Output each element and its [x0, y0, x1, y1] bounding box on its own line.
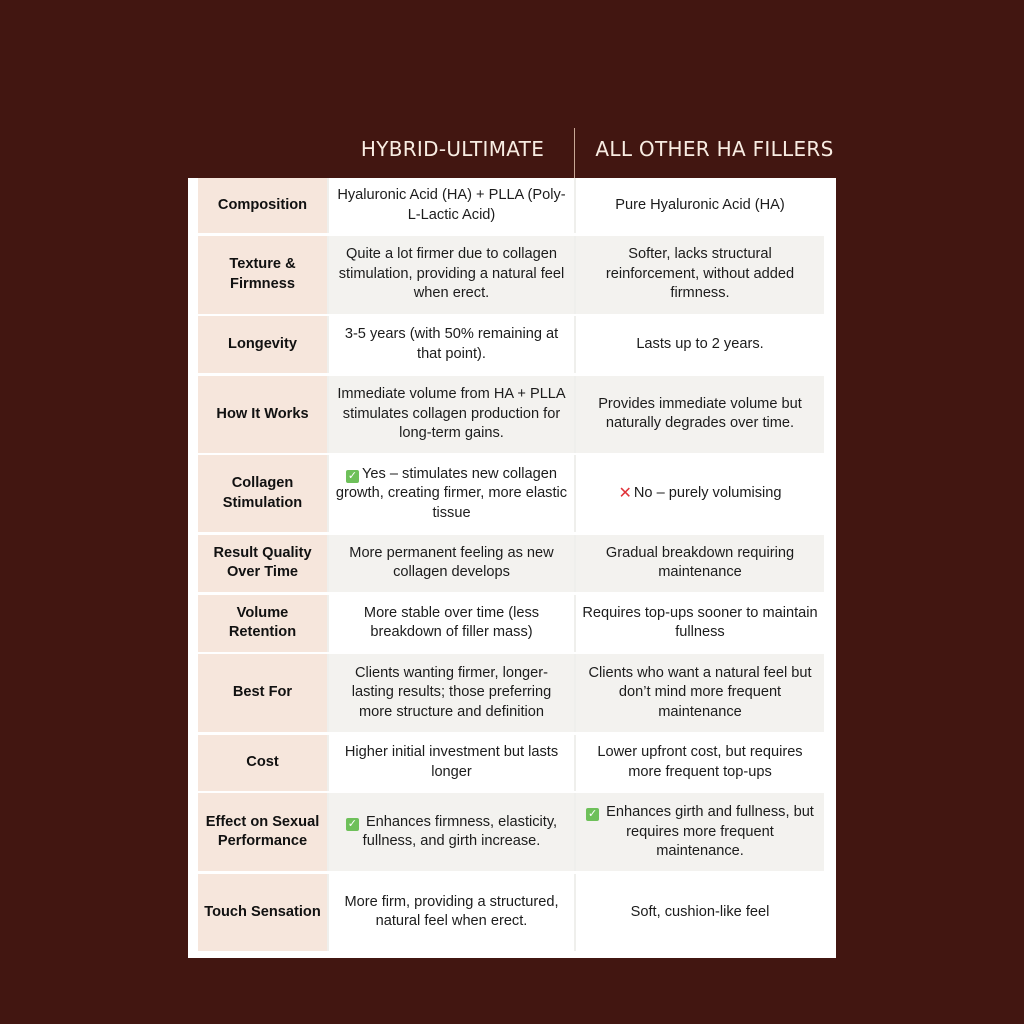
comparison-table	[198, 178, 824, 954]
table-row-touch-sensation	[198, 874, 824, 951]
hybrid-cell	[329, 735, 574, 791]
column-header-hybrid-ultimate: HYBRID-ULTIMATE	[360, 137, 545, 161]
other-text: Provides immediate volume but naturally degrades over time.	[598, 395, 802, 432]
row-label: Cost	[198, 735, 327, 791]
other-cell	[576, 874, 824, 951]
hybrid-text: More permanent feeling as new collagen develops	[349, 544, 554, 581]
table-row-collagen-stimulation	[198, 455, 824, 532]
other-content	[618, 484, 781, 504]
table-row-cost	[198, 735, 824, 791]
hybrid-text: Quite a lot firmer due to collagen stimulation, providing a natural feel when erect.	[338, 246, 565, 302]
hybrid-text: Clients wanting firmer, longer-lasting results; those preferring more structure and definition	[351, 664, 552, 720]
column-header-other-ha-fillers: ALL OTHER HA FILLERS	[595, 137, 834, 161]
hybrid-text: 3-5 years (with 50% remaining at that point).	[344, 326, 559, 362]
hybrid-cell	[329, 178, 574, 233]
table-row-result-quality	[198, 535, 824, 592]
other-text: Pure Hyaluronic Acid (HA)	[615, 196, 785, 213]
other-cell	[576, 595, 824, 652]
header-divider	[574, 128, 575, 180]
table-row-longevity	[198, 316, 824, 373]
row-label: Texture & Firmness	[198, 236, 327, 314]
other-text: Lasts up to 2 years.	[636, 335, 764, 352]
other-cell	[576, 376, 824, 453]
hybrid-text: Yes – stimulates new collagen growth, creating firmer, more elastic tissue	[335, 465, 568, 521]
row-label: Volume Retention	[198, 595, 327, 652]
row-label: Result Quality Over Time	[198, 535, 327, 592]
other-cell	[576, 735, 824, 791]
other-cell	[576, 654, 824, 732]
other-content	[582, 803, 818, 862]
row-label: Composition	[198, 178, 327, 233]
row-label: Touch Sensation	[198, 874, 327, 951]
hybrid-cell	[329, 595, 574, 652]
row-label: Effect on Sexual Performance	[198, 793, 327, 871]
table-row-texture-firmness	[198, 236, 824, 314]
row-label: Best For	[198, 654, 327, 732]
hybrid-cell	[329, 535, 574, 592]
other-text: Soft, cushion-like feel	[630, 903, 770, 920]
hybrid-cell	[329, 654, 574, 732]
hybrid-content	[335, 813, 568, 852]
hybrid-text: Immediate volume from HA + PLLA stimulates collagen production for long-term gains.	[337, 386, 566, 442]
check-icon: ✓	[347, 817, 357, 830]
check-icon: ✓	[347, 469, 358, 482]
other-text: Requires top-ups sooner to maintain fullness	[582, 604, 818, 641]
hybrid-text: Enhances firmness, elasticity, fullness, and girth increase.	[362, 813, 558, 850]
table-row-best-for	[198, 654, 824, 732]
check-icon: ✓	[588, 808, 598, 821]
table-row-composition	[198, 178, 824, 233]
other-cell	[576, 178, 824, 233]
other-cell	[576, 316, 824, 373]
other-text: Clients who want a natural feel but don’t mind more frequent maintenance	[588, 664, 812, 720]
hybrid-cell	[329, 376, 574, 453]
comparison-card	[188, 178, 836, 958]
other-text: No – purely volumising	[633, 485, 782, 502]
table-row-volume-retention	[198, 595, 824, 652]
other-cell	[576, 455, 824, 532]
hybrid-cell	[329, 455, 574, 532]
other-cell	[576, 535, 824, 592]
other-cell	[576, 236, 824, 314]
row-label: Collagen Stimulation	[198, 455, 327, 532]
row-label: How It Works	[198, 376, 327, 453]
hybrid-content	[335, 465, 568, 524]
table-row-sexual-performance	[198, 793, 824, 871]
other-cell	[576, 793, 824, 871]
hybrid-text: More stable over time (less breakdown of filler mass)	[363, 604, 540, 641]
hybrid-cell	[329, 316, 574, 373]
other-text: Gradual breakdown requiring maintenance	[605, 544, 795, 581]
hybrid-cell	[329, 874, 574, 951]
other-text: Enhances girth and fullness, but requires more frequent maintenance.	[606, 804, 814, 860]
hybrid-cell	[329, 236, 574, 314]
row-label: Longevity	[198, 316, 327, 373]
hybrid-text: Higher initial investment but lasts longer	[344, 744, 559, 780]
hybrid-cell	[329, 793, 574, 871]
hybrid-text: More firm, providing a structured, natural feel when erect.	[344, 893, 559, 930]
hybrid-text: Hyaluronic Acid (HA) + PLLA (Poly-L-Lactic Acid)	[337, 187, 566, 223]
other-text: Softer, lacks structural reinforcement, without added firmness.	[605, 246, 795, 302]
table-row-how-it-works	[198, 376, 824, 453]
other-text: Lower upfront cost, but requires more frequent top-ups	[597, 744, 803, 780]
cross-icon: ✕	[618, 485, 632, 503]
